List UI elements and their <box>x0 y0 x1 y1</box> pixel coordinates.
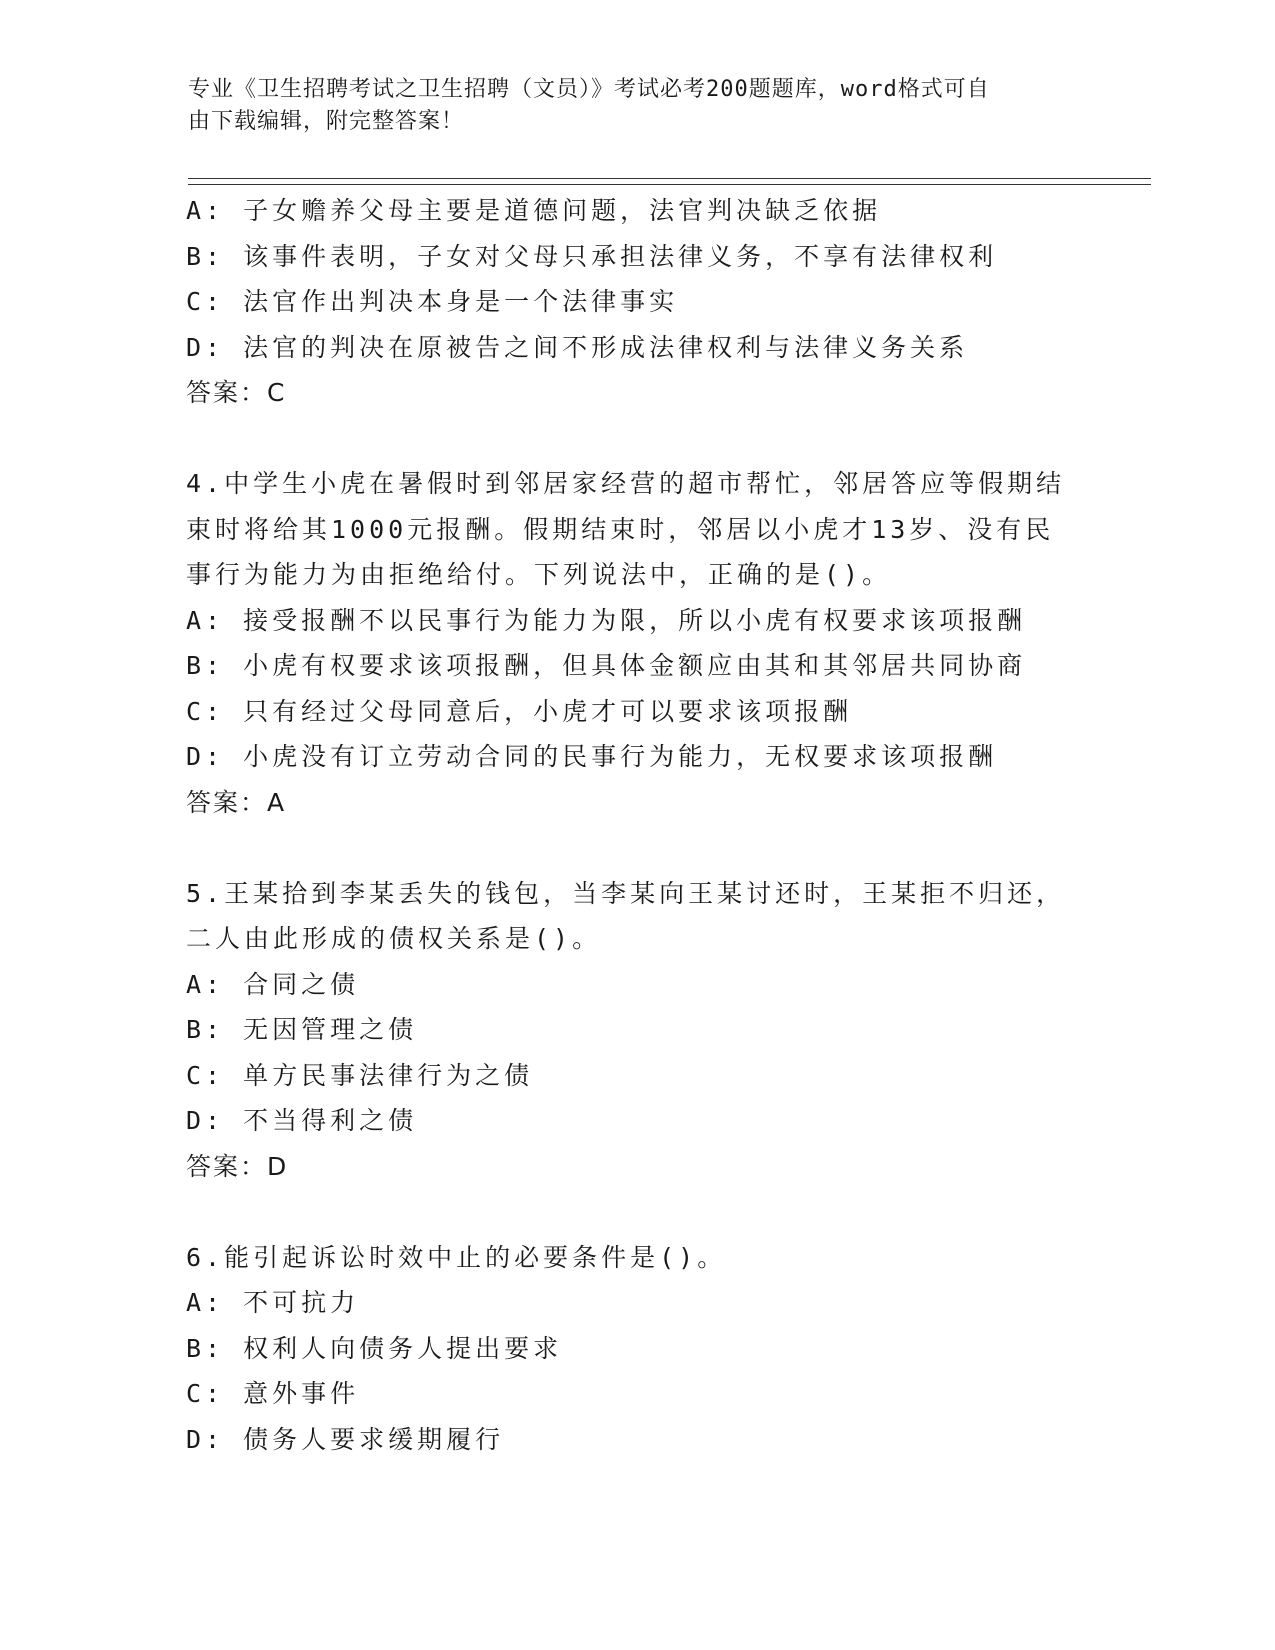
option-a: A: 不可抗力 <box>186 1288 360 1317</box>
option-a: A: 子女赡养父母主要是道德问题，法官判决缺乏依据 <box>186 196 882 225</box>
option-c: C: 意外事件 <box>186 1379 360 1408</box>
option-d: D: 债务人要求缓期履行 <box>186 1424 505 1454</box>
answer-line: 答案：A <box>186 787 287 817</box>
option-b: B: 无因管理之债 <box>186 1015 418 1044</box>
option-c: C: 法官作出判决本身是一个法律事实 <box>186 287 679 316</box>
spacer <box>186 1189 1086 1235</box>
question-3 <box>186 188 1086 416</box>
option-b: B: 该事件表明，子女对父母只承担法律义务，不享有法律权利 <box>186 241 998 271</box>
question-stem-line: 二人由此形成的债权关系是()。 <box>186 924 602 953</box>
option-b: B: 小虎有权要求该项报酬，但具体金额应由其和其邻居共同协商 <box>186 651 1027 680</box>
document-header <box>188 74 1068 138</box>
question-stem-line: 4.中学生小虎在暑假时到邻居家经营的超市帮忙，邻居答应等假期结 <box>186 469 1066 498</box>
option-d: D: 法官的判决在原被告之间不形成法律权利与法律义务关系 <box>186 332 969 362</box>
option-c: C: 只有经过父母同意后，小虎才可以要求该项报酬 <box>186 696 853 726</box>
answer-line: 答案：C <box>186 378 287 407</box>
option-d: D: 小虎没有订立劳动合同的民事行为能力，无权要求该项报酬 <box>186 742 998 771</box>
question-list <box>186 188 1086 1462</box>
question-5 <box>186 871 1086 1190</box>
spacer <box>186 825 1086 871</box>
spacer <box>186 416 1086 462</box>
option-a: A: 接受报酬不以民事行为能力为限，所以小虎有权要求该项报酬 <box>186 605 1027 635</box>
header-divider <box>188 178 1151 185</box>
header-line-2: 由下载编辑，附完整答案！ <box>188 109 465 134</box>
question-stem-line: 6.能引起诉讼时效中止的必要条件是()。 <box>186 1242 727 1272</box>
option-a: A: 合同之债 <box>186 969 360 999</box>
question-stem-line: 事行为能力为由拒绝给付。下列说法中，正确的是()。 <box>186 560 892 589</box>
option-b: B: 权利人向债务人提出要求 <box>186 1333 563 1363</box>
header-line-1: 专业《卫生招聘考试之卫生招聘（文员）》考试必考200题题库，word格式可自 <box>188 77 990 102</box>
option-c: C: 单方民事法律行为之债 <box>186 1060 534 1090</box>
question-stem-line: 5.王某拾到李某丢失的钱包，当李某向王某讨还时，王某拒不归还， <box>186 878 1066 908</box>
answer-line: 答案：D <box>186 1151 289 1181</box>
question-4 <box>186 461 1086 825</box>
question-stem-line: 束时将给其1000元报酬。假期结束时，邻居以小虎才13岁、没有民 <box>186 514 1055 544</box>
option-d: D: 不当得利之债 <box>186 1106 418 1135</box>
question-6 <box>186 1235 1086 1463</box>
